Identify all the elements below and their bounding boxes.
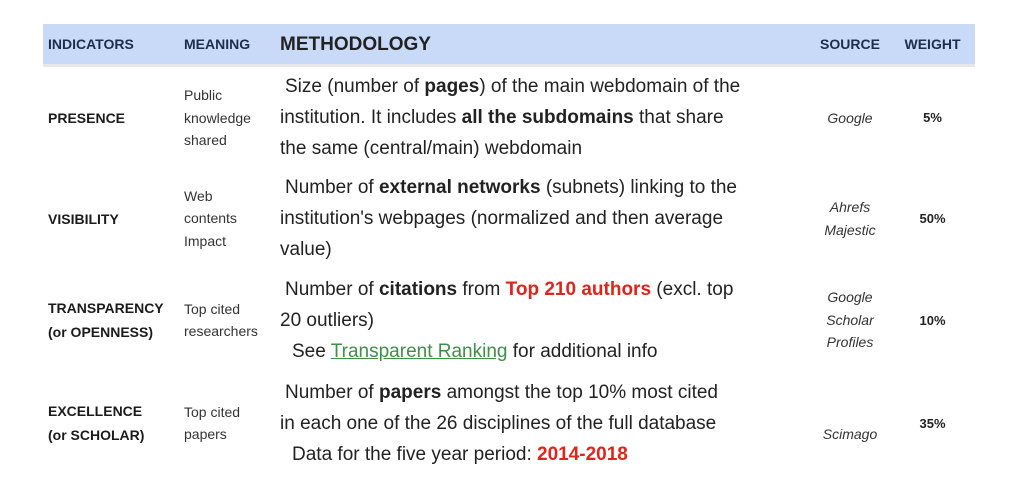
indicator-subname: (or SCHOLAR) [48,427,145,443]
source-cell [810,66,890,169]
methodology-cell [280,169,810,269]
meaning-line: knowledge [184,109,251,126]
transparent-ranking-link[interactable]: Transparent Ranking [330,340,508,362]
indicators-table-container [43,24,975,475]
methodology-line [280,377,810,408]
methodology-line: institution's webpages (normalized and then average [280,208,724,229]
source-line: Google [827,109,873,126]
header-indicators: INDICATORS [43,24,184,66]
meaning-cell [184,66,280,169]
table-row-excellence [43,372,975,475]
bold-term: pages [424,76,480,98]
text-span: Number of [285,278,379,300]
bold-term: papers [378,381,442,403]
methodology-line [280,172,810,203]
weight-value: 5% [923,110,942,126]
source-cell [810,169,890,269]
meaning-line: papers [184,426,227,442]
bold-term: external networks [378,177,541,198]
bold-term: all the subdomains [461,107,634,129]
text-span: (subnets) linking to the [540,177,738,198]
highlight-term: Top 210 authors [505,278,652,300]
indicator-name: PRESENCE [48,109,126,126]
source-line: Scimago [822,425,878,442]
text-span: (excl. top [651,278,734,300]
indicator-cell [43,372,184,475]
methodology-line [280,336,810,367]
text-span: See [292,340,331,362]
indicator-name: TRANSPARENCY [48,300,164,316]
indicator-cell [43,66,184,169]
meaning-line: Top cited [184,300,241,317]
meaning-cell [184,269,280,372]
table-header-row [43,24,975,66]
meaning-line: Top cited [184,403,241,420]
indicator-cell [43,169,184,269]
text-span: Data for the five year period: [292,443,538,465]
text-span: ) of the main webdomain of the [479,76,741,98]
source-cell [810,269,890,372]
weight-value: 10% [919,312,946,328]
indicator-name: EXCELLENCE [48,403,143,419]
weight-value: 35% [919,415,946,431]
text-span: amongst the top 10% most cited [441,381,719,403]
text-span: Size (number of [285,76,425,98]
methodology-cell [280,372,810,475]
meaning-line: Impact [184,232,227,249]
meaning-line: contents [184,210,237,227]
methodology-cell [280,66,810,169]
source-line: Google [827,289,873,306]
indicator-name: VISIBILITY [48,210,119,227]
methodology-line: value) [280,239,332,260]
methodology-line [280,71,810,102]
methodology-line [280,439,810,470]
table-row-transparency [43,269,975,372]
source-line: Scholar [826,311,874,328]
methodology-line: the same (central/main) webdomain [280,138,583,160]
methodology-line: in each one of the 26 disciplines of the full database [280,412,717,434]
text-span: Number of [285,177,379,198]
table-row-visibility [43,169,975,269]
source-line: Profiles [826,334,874,351]
text-span: that share [633,107,724,129]
text-span: for additional info [507,340,658,362]
methodology-line [280,102,810,133]
table-row-presence [43,66,975,169]
weight-value: 50% [919,211,946,226]
header-meaning: MEANING [184,24,280,66]
bold-term: citations [378,278,458,300]
text-span: Number of [285,381,379,403]
meaning-line: researchers [184,323,258,339]
methodology-cell [280,269,810,372]
methodology-line: 20 outliers) [280,309,374,331]
source-line: Majestic [824,221,876,238]
indicator-cell [43,269,184,372]
meaning-cell [184,372,280,475]
highlight-term: 2014-2018 [537,443,628,465]
text-span: institution. It includes [280,107,462,129]
indicator-subname: (or OPENNESS) [48,324,154,340]
meaning-line: shared [184,132,227,148]
indicators-table [43,24,975,475]
meaning-line: Public [184,87,223,103]
meaning-line: Web [184,187,213,204]
source-cell [810,372,890,475]
header-methodology: METHODOLOGY [280,24,810,66]
meaning-cell [184,169,280,269]
methodology-line [280,274,810,305]
source-line: Ahrefs [829,199,871,215]
header-weight: WEIGHT [890,24,975,66]
header-source: SOURCE [810,24,890,66]
text-span: from [457,278,506,300]
